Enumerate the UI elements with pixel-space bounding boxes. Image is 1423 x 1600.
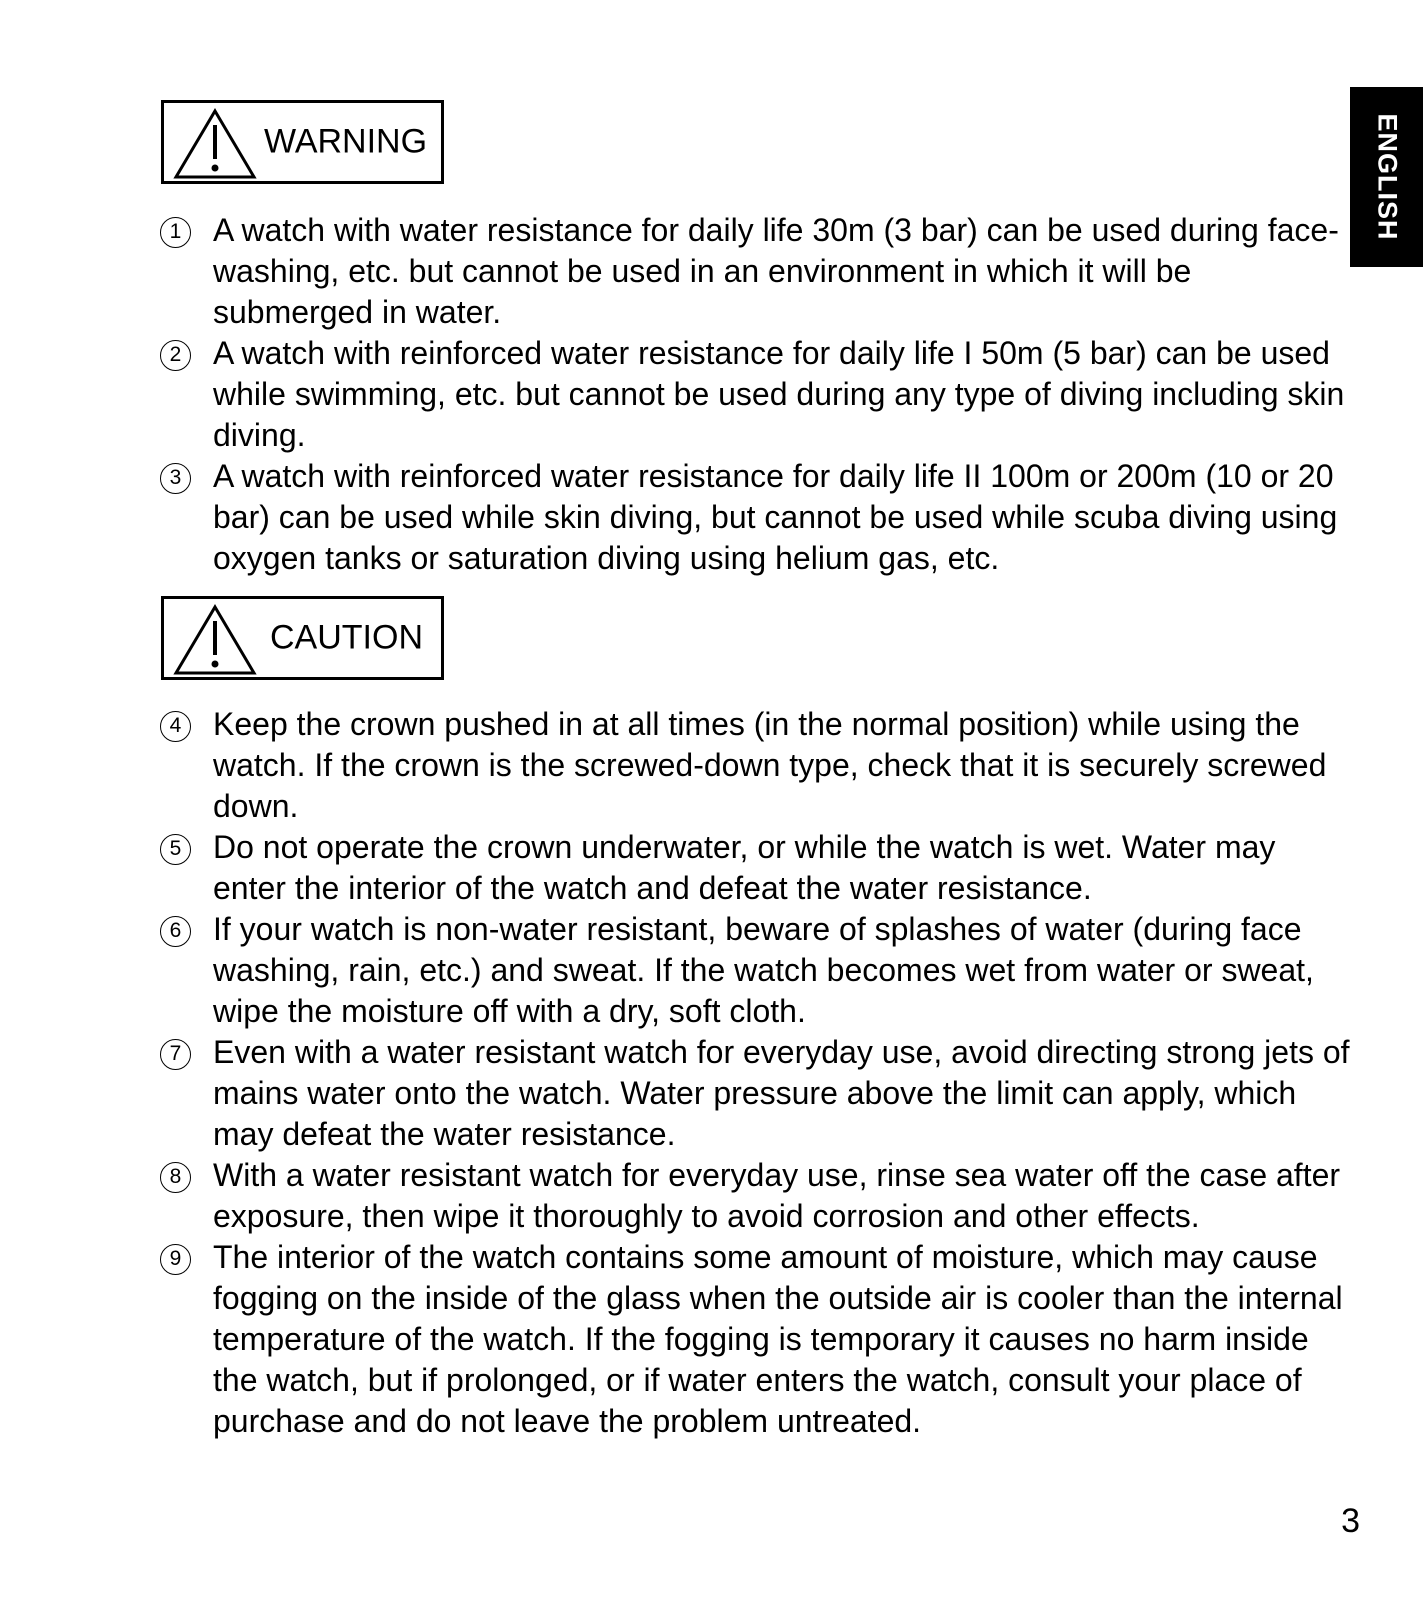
warning-heading-box: [161, 100, 444, 184]
caution-list: [160, 704, 1355, 1442]
item-number: 7: [160, 1039, 191, 1070]
caution-triangle-icon: [172, 603, 258, 677]
page-number: 3: [1341, 1502, 1360, 1540]
list-item: [160, 1155, 1355, 1237]
list-item: [160, 1032, 1355, 1155]
warning-list: [160, 210, 1355, 579]
item-number: 1: [160, 217, 191, 248]
item-number: 3: [160, 463, 191, 494]
item-text: Even with a water resistant watch for everyday use, avoid directing strong jets of mains water onto the watch. Water pressure above the limit can apply, which may defeat the water resistance.: [213, 1034, 1350, 1152]
item-text: A watch with reinforced water resistance for daily life II 100m or 200m (10 or 20 bar) can be used while skin diving, but cannot be used while scuba diving using oxygen tanks or saturation diving using helium gas, etc.: [213, 458, 1338, 576]
list-item: [160, 456, 1355, 579]
item-number: 6: [160, 916, 191, 947]
list-item: [160, 827, 1355, 909]
item-number: 5: [160, 834, 191, 865]
language-tab-label: ENGLISH: [1372, 113, 1402, 241]
caution-heading: CAUTION: [270, 618, 423, 657]
warning-heading: WARNING: [264, 122, 428, 161]
item-text: With a water resistant watch for everyday use, rinse sea water off the case after exposure, then wipe it thoroughly to avoid corrosion and other effects.: [213, 1157, 1341, 1234]
item-text: A watch with water resistance for daily life 30m (3 bar) can be used during face-washing, etc. but cannot be used in an environment in which it will be submerged in water.: [213, 212, 1339, 330]
list-item: [160, 704, 1355, 827]
item-text: A watch with reinforced water resistance for daily life I 50m (5 bar) can be used while swimming, etc. but cannot be used during any type of diving including skin diving.: [213, 335, 1345, 453]
language-tab: [1350, 87, 1423, 267]
item-number: 9: [160, 1244, 191, 1275]
item-text: Do not operate the crown underwater, or while the watch is wet. Water may enter the interior of the watch and defeat the water resistance.: [213, 829, 1276, 906]
item-number: 8: [160, 1162, 191, 1193]
item-text: The interior of the watch contains some amount of moisture, which may cause fogging on the inside of the glass when the outside air is cooler than the internal temperature of the watch. If the fogging is temporary it causes no harm inside the watch, but if prolonged, or if water enters the watch, consult your place of purchase and do not leave the problem untreated.: [213, 1239, 1343, 1439]
list-item: [160, 909, 1355, 1032]
list-item: [160, 1237, 1355, 1442]
item-number: 2: [160, 340, 191, 371]
caution-heading-box: [161, 596, 444, 680]
list-item: [160, 210, 1355, 333]
warning-triangle-icon: [172, 107, 258, 181]
item-number: 4: [160, 711, 191, 742]
list-item: [160, 333, 1355, 456]
item-text: Keep the crown pushed in at all times (in the normal position) while using the watch. If the crown is the screwed-down type, check that it is securely screwed down.: [213, 706, 1327, 824]
item-text: If your watch is non-water resistant, beware of splashes of water (during face washing, rain, etc.) and sweat. If the watch becomes wet from water or sweat, wipe the moisture off with a dry, soft cloth.: [213, 911, 1314, 1029]
